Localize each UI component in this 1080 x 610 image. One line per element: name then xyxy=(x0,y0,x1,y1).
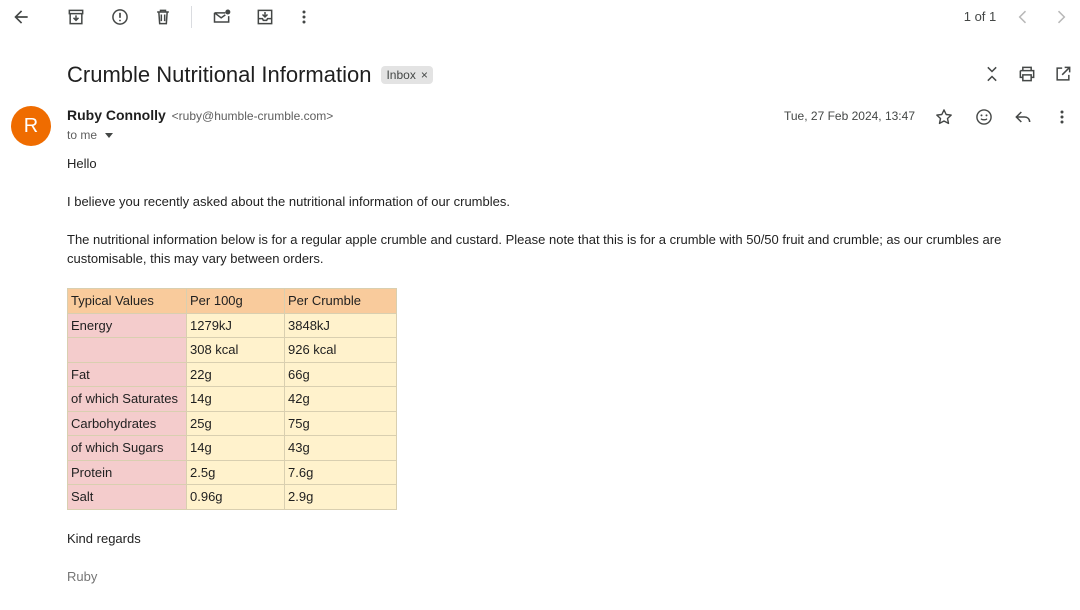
row-label: Carbohydrates xyxy=(68,411,187,436)
print-icon[interactable] xyxy=(1014,61,1040,87)
row-label: Protein xyxy=(68,460,187,485)
table-cell: 25g xyxy=(187,411,285,436)
subject-row xyxy=(67,60,433,90)
table-cell: 22g xyxy=(187,362,285,387)
toolbar-divider xyxy=(191,6,192,28)
header-cell: Per 100g xyxy=(187,289,285,314)
table-row xyxy=(68,362,397,387)
report-spam-icon[interactable] xyxy=(107,4,133,30)
row-label: of which Saturates xyxy=(68,387,187,412)
email-subject: Crumble Nutritional Information xyxy=(67,62,372,87)
closing-text: Kind regards xyxy=(67,531,141,546)
mark-unread-icon[interactable] xyxy=(209,4,235,30)
table-header-row xyxy=(68,289,397,314)
reply-icon[interactable] xyxy=(1010,104,1036,130)
signature-text: Ruby xyxy=(67,569,98,584)
row-label xyxy=(68,338,187,363)
recipients-toggle[interactable] xyxy=(67,128,113,142)
row-label: Salt xyxy=(68,485,187,510)
table-cell: 308 kcal xyxy=(187,338,285,363)
newer-chevron-left-icon[interactable] xyxy=(1010,4,1036,30)
sender-email: <ruby@humble-crumble.com> xyxy=(171,109,334,123)
row-label: Fat xyxy=(68,362,187,387)
table-cell: 2.9g xyxy=(285,485,397,510)
avatar[interactable]: R xyxy=(11,106,51,146)
nutrition-table xyxy=(67,288,397,510)
row-label: of which Sugars xyxy=(68,436,187,461)
inbox-label-chip[interactable] xyxy=(381,66,432,84)
table-row xyxy=(68,485,397,510)
sender-line xyxy=(67,107,333,123)
back-arrow-icon[interactable] xyxy=(8,4,34,30)
header-cell: Per Crumble xyxy=(285,289,397,314)
table-row xyxy=(68,460,397,485)
emoji-reaction-icon[interactable] xyxy=(971,104,997,130)
table-cell: 2.5g xyxy=(187,460,285,485)
message-more-vert-icon[interactable] xyxy=(1049,104,1075,130)
older-chevron-right-icon[interactable] xyxy=(1048,4,1074,30)
table-cell: 926 kcal xyxy=(285,338,397,363)
archive-icon[interactable] xyxy=(63,4,89,30)
table-cell: 66g xyxy=(285,362,397,387)
table-row xyxy=(68,436,397,461)
table-row xyxy=(68,338,397,363)
table-cell: 1279kJ xyxy=(187,313,285,338)
table-cell: 75g xyxy=(285,411,397,436)
table-row xyxy=(68,411,397,436)
body-paragraph-2: The nutritional information below is for a regular apple crumble and custard. Please note that this is for a crumble with 50/50 fruit and crumble; as our crumbles are customisable, this may vary between orders. xyxy=(67,232,1002,266)
more-vert-icon[interactable] xyxy=(291,4,317,30)
caret-down-icon xyxy=(105,133,113,138)
email-date: Tue, 27 Feb 2024, 13:47 xyxy=(784,109,915,123)
collapse-all-icon[interactable] xyxy=(979,61,1005,87)
recipients-text: to me xyxy=(67,128,98,142)
table-cell: 42g xyxy=(285,387,397,412)
label-text: Inbox xyxy=(386,68,416,82)
table-cell: 43g xyxy=(285,436,397,461)
header-cell: Typical Values xyxy=(68,289,187,314)
table-cell: 3848kJ xyxy=(285,313,397,338)
table-cell: 7.6g xyxy=(285,460,397,485)
table-row xyxy=(68,387,397,412)
greeting-text: Hello xyxy=(67,156,97,171)
remove-label-icon[interactable]: × xyxy=(420,68,428,82)
sender-name[interactable]: Ruby Connolly xyxy=(67,107,166,123)
star-icon[interactable] xyxy=(931,104,957,130)
move-to-icon[interactable] xyxy=(252,4,278,30)
email-toolbar xyxy=(0,0,1080,34)
table-cell: 14g xyxy=(187,387,285,412)
table-cell: 0.96g xyxy=(187,485,285,510)
delete-icon[interactable] xyxy=(150,4,176,30)
pager-count: 1 of 1 xyxy=(963,9,997,24)
table-row xyxy=(68,313,397,338)
table-cell: 14g xyxy=(187,436,285,461)
open-new-window-icon[interactable] xyxy=(1050,61,1076,87)
row-label: Energy xyxy=(68,313,187,338)
body-paragraph-1: I believe you recently asked about the nutritional information of our crumbles. xyxy=(67,194,510,209)
